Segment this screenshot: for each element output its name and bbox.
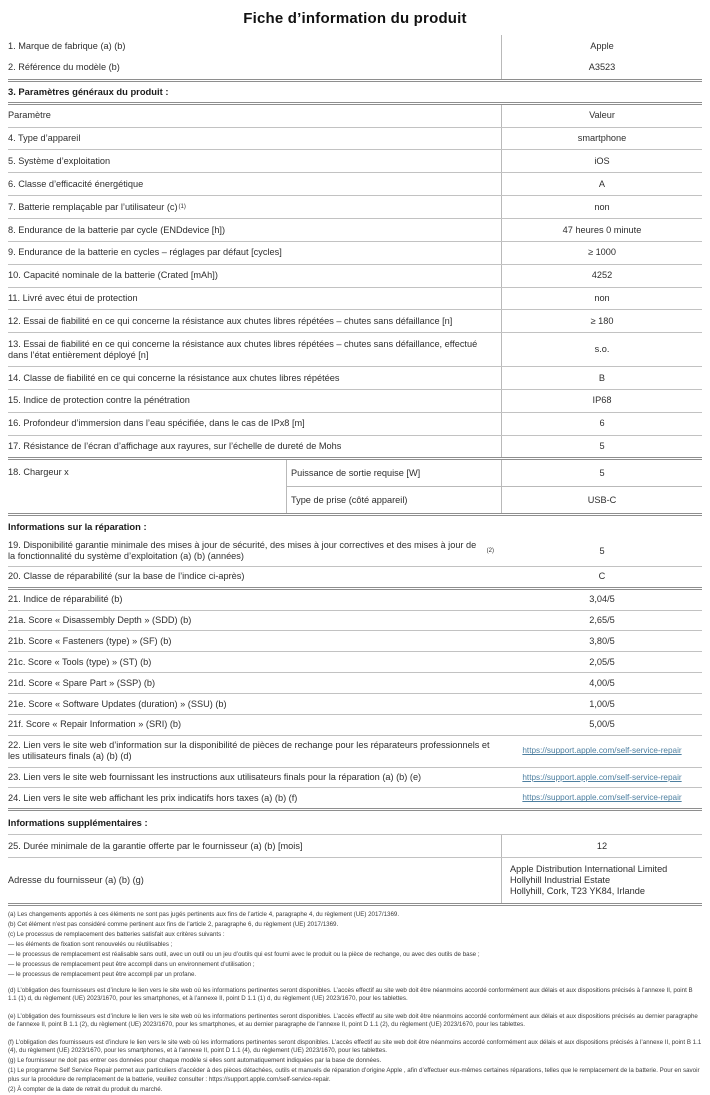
spare-parts-link[interactable]: https://support.apple.com/self-service-repair <box>522 746 682 756</box>
section-heading-additional: Informations supplémentaires : <box>8 811 702 835</box>
row-label: Adresse du fournisseur (a) (b) (g) <box>8 858 502 903</box>
row-label: 13. Essai de fiabilité en ce qui concerne la résistance aux chutes libres répétées – chutes sans défaillance, effectué dans l’état entièrement déployé [n] <box>8 333 502 366</box>
row-value: iOS <box>594 155 610 166</box>
row-label: 25. Durée minimale de la garantie offerte par le fournisseur (a) (b) [mois] <box>8 835 502 857</box>
row-label: 21b. Score « Fasteners (type) » (SF) (b) <box>8 635 172 646</box>
supplier-address-line: Hollyhill, Cork, T23 YK84, Irlande <box>510 886 645 897</box>
table-row <box>8 310 702 333</box>
footnote-a: (a) Les changements apportés à ces éléments ne sont pas jugés pertinents aux fins de l’article 4, paragraphe 4, du règlement (UE) 2017/1369. <box>8 910 400 918</box>
row-label: 21. Indice de réparabilité (b) <box>8 594 123 605</box>
table-row <box>8 590 702 611</box>
identity-table <box>8 35 702 82</box>
row-value: 5,00/5 <box>589 719 615 730</box>
row-value: ≥ 180 <box>590 315 614 326</box>
row-label: 24. Lien vers le site web affichant les prix indicatifs hors taxes (a) (b) (f) <box>8 792 298 803</box>
table-row <box>8 715 702 736</box>
row-value: non <box>594 201 610 212</box>
row-label: 22. Lien vers le site web d’information sur la disponibilité de pièces de rechange pour les réparateurs professionnels et les utilisateurs finals (a) (b) (d) <box>8 740 490 762</box>
row-value: C <box>598 571 606 582</box>
row-label: 2. Référence du modèle (b) <box>8 57 502 79</box>
row-value: 12 <box>596 840 608 851</box>
footnote-b: (b) Cet élément n’est pas considéré comme pertinent aux fins de l’article 2, paragraphe 6, du règlement (UE) 2017/1369. <box>8 920 339 928</box>
supplier-address-line: Hollyhill Industrial Estate <box>510 874 611 885</box>
footnote-c-item: — le processus de remplacement peut être accompli par un profane. <box>8 971 197 979</box>
footnotes <box>8 911 702 1095</box>
row-value <box>502 736 702 767</box>
row-label: 21f. Score « Repair Information » (SRI) (b) <box>8 719 182 730</box>
footnote-f: (f) L’obligation des fournisseurs est d’inclure le lien vers le site web où les informations pertinentes seront disponibles. L’accès effectif au site web doit être néanmoins accordé conformément aux délais et aux dispositions précisés à l’annexe II, point B 1.1 (4), du règlement (UE) 2023/1670, pour les smartphones, et à l’annexe II, point D 1.1 (4), du règlement (UE) 2023/1670, pour les tablettes. <box>8 1038 702 1055</box>
table-row <box>8 413 702 436</box>
row-label: 14. Classe de fiabilité en ce qui concerne la résistance aux chutes libres répétées <box>8 367 502 389</box>
row-label: 15. Indice de protection contre la pénétration <box>8 390 502 412</box>
charger-row <box>8 457 702 516</box>
row-value: smartphone <box>577 133 627 144</box>
section-heading-general: 3. Paramètres généraux du produit : <box>8 82 702 105</box>
table-row <box>8 333 702 367</box>
row-label: 21c. Score « Tools (type) » (ST) (b) <box>8 656 152 667</box>
row-value: IP68 <box>592 395 612 406</box>
footnote-c-item: — le processus de remplacement est réalisable sans outil, avec un outil ou un jeu d’outils qui est fourni avec le produit ou la pièce de rechange, ou avec des outils de base ; <box>8 950 480 958</box>
row-value <box>502 788 702 808</box>
row-label: 19. Disponibilité garantie minimale des mises à jour de sécurité, des mises à jour correctives et des mises à jour de la fonctionnalité du système d’exploitation (a) (b) (années) (2) <box>8 540 494 562</box>
row-label: 8. Endurance de la batterie par cycle (ENDdevice [h]) <box>8 219 502 241</box>
footnote-c-item: — le processus de remplacement peut être accompli dans un environnement d’utilisation ; <box>8 960 255 968</box>
charger-subtable <box>287 460 702 513</box>
table-row <box>8 788 702 811</box>
row-label: 16. Profondeur d’immersion dans l’eau spécifiée, dans le cas de IPx8 [m] <box>8 413 502 435</box>
row-value: 2,65/5 <box>589 615 615 626</box>
table-row <box>8 35 702 57</box>
footnote-c: (c) Le processus de remplacement des batteries satisfait aux critères suivants : <box>8 930 225 938</box>
charger-param: Puissance de sortie requise [W] <box>287 460 502 486</box>
table-row <box>287 487 702 513</box>
row-label: 5. Système d’exploitation <box>8 150 502 172</box>
charger-value: USB-C <box>587 494 617 505</box>
row-value: 2,05/5 <box>589 656 615 667</box>
row-label: 12. Essai de fiabilité en ce qui concerne la résistance aux chutes libres répétées – chutes sans défaillance [n] <box>8 310 502 332</box>
row-value: 4252 <box>591 270 613 281</box>
row-label: 10. Capacité nominale de la batterie (Crated [mAh]) <box>8 265 502 287</box>
table-row <box>8 631 702 652</box>
supplier-address <box>502 858 702 903</box>
section-heading-repair: Informations sur la réparation : <box>8 520 147 532</box>
row-label: 4. Type d’appareil <box>8 128 502 150</box>
footnote-g: (g) Le fournisseur ne doit pas entrer ces données pour chaque modèle si elles sont automatiquement indiquées par la base de données. <box>8 1057 382 1065</box>
footnote-d: (d) L’obligation des fournisseurs est d’inclure le lien vers le site web où les informations pertinentes seront disponibles. L’accès effectif au site web doit être néanmoins accordé conformément aux délais et aux dispositions précisés à l’annexe II, point B 1.1 (1) d, du règlement (UE) 2023/1670, pour les smartphones, et à l’annexe II, point D 1.1 (1) d, du règlement (UE) 2023/1670, pour les tablettes. <box>8 986 693 1003</box>
table-row <box>8 673 702 694</box>
row-label: 21a. Score « Disassembly Depth » (SDD) (b) <box>8 615 192 626</box>
table-row <box>287 460 702 487</box>
table-row <box>8 835 702 858</box>
row-label: 1. Marque de fabrique (a) (b) <box>8 35 502 57</box>
supplier-address-row <box>8 858 702 906</box>
repair-instructions-link[interactable]: https://support.apple.com/self-service-repair <box>522 772 682 782</box>
row-value: 5 <box>599 545 605 556</box>
column-header-value: Valeur <box>589 110 615 121</box>
table-row <box>8 219 702 242</box>
footnote-e: (e) L’obligation des fournisseurs est d’inclure le lien vers le site web où les informations pertinentes seront disponibles. L’accès effectif au site web doit être néanmoins accordé conformément aux délais et aux dispositions précisés au dernier paragraphe de l’annexe II, point B 1.1 (2), du règlement (UE) 2023/1670, pour les smartphones, et au dernier paragraphe de l’annexe II, point D 1.1 (2), du règlement (UE) 2023/1670, pour les tablettes. <box>8 1012 698 1029</box>
row-value: 4,00/5 <box>589 677 615 688</box>
row-value: 3,04/5 <box>589 594 615 605</box>
table-row <box>8 173 702 196</box>
supplier-address-line: Apple Distribution International Limited <box>510 863 668 874</box>
table-row <box>8 436 702 458</box>
table-row <box>8 611 702 632</box>
footnote-2: (2) À compter de la date de retrait du produit du marché. <box>8 1085 163 1093</box>
row-value: 47 heures 0 minute <box>562 224 642 235</box>
row-value: 1,00/5 <box>589 698 615 709</box>
column-header-row <box>8 105 702 128</box>
row-value: non <box>594 293 610 304</box>
table-row <box>8 288 702 311</box>
table-row <box>8 567 702 590</box>
table-row <box>8 390 702 413</box>
charger-value: 5 <box>599 467 605 478</box>
row-value: 6 <box>599 418 605 429</box>
table-row <box>8 128 702 151</box>
row-label: 21d. Score « Spare Part » (SSP) (b) <box>8 677 156 688</box>
table-row <box>8 652 702 673</box>
row-label: 21e. Score « Software Updates (duration) » (SSU) (b) <box>8 698 227 709</box>
table-row <box>8 694 702 715</box>
table-row <box>8 57 702 79</box>
table-row <box>8 536 702 567</box>
table-row <box>8 736 702 768</box>
table-row <box>8 768 702 789</box>
footnote-c-item: — les éléments de fixation sont renouvelés ou réutilisables ; <box>8 940 173 948</box>
row-value <box>502 768 702 788</box>
table-row <box>8 367 702 390</box>
row-value: A <box>598 178 606 189</box>
row-label: 11. Livré avec étui de protection <box>8 288 502 310</box>
general-table <box>8 105 702 458</box>
row-value: Apple <box>590 40 614 51</box>
column-header-param: Paramètre <box>8 105 502 127</box>
indicative-prices-link[interactable]: https://support.apple.com/self-service-repair <box>522 793 682 803</box>
row-label: 20. Classe de réparabilité (sur la base de l’indice ci-après) <box>8 571 245 582</box>
row-label: 18. Chargeur x <box>8 460 287 513</box>
row-value: s.o. <box>594 344 610 355</box>
row-value: A3523 <box>588 62 616 73</box>
row-value: 5 <box>599 441 605 452</box>
row-label: 17. Résistance de l’écran d’affichage aux rayures, sur l’échelle de dureté de Mohs <box>8 436 502 458</box>
row-label: 9. Endurance de la batterie en cycles – réglages par défaut [cycles] <box>8 242 502 264</box>
row-label: 6. Classe d’efficacité énergétique <box>8 173 502 195</box>
row-value: ≥ 1000 <box>587 247 617 258</box>
row-label: 7. Batterie remplaçable par l’utilisateur (c) (1) <box>8 196 502 218</box>
footnote-1: (1) Le programme Self Service Repair permet aux particuliers d’accéder à des pièces détachées, outils et manuels de réparation d’origine Apple , afin d’effectuer eux-mêmes certaines réparations, telles que le remplacement de la batterie. Pour en savoir plus sur la procédure de remplacement de la batterie, veuillez consulter : https://support.apple.com/self-service-repair. <box>8 1067 700 1083</box>
page-title: Fiche d’information du produit <box>243 10 467 27</box>
table-row <box>8 265 702 288</box>
row-label: 23. Lien vers le site web fournissant les instructions aux utilisateurs finals pour la réparation (a) (b) (e) <box>8 772 422 782</box>
table-row <box>8 196 702 219</box>
table-row <box>8 242 702 265</box>
charger-param: Type de prise (côté appareil) <box>287 487 502 513</box>
table-row <box>8 150 702 173</box>
row-value: B <box>598 372 606 383</box>
row-value: 3,80/5 <box>589 635 615 646</box>
